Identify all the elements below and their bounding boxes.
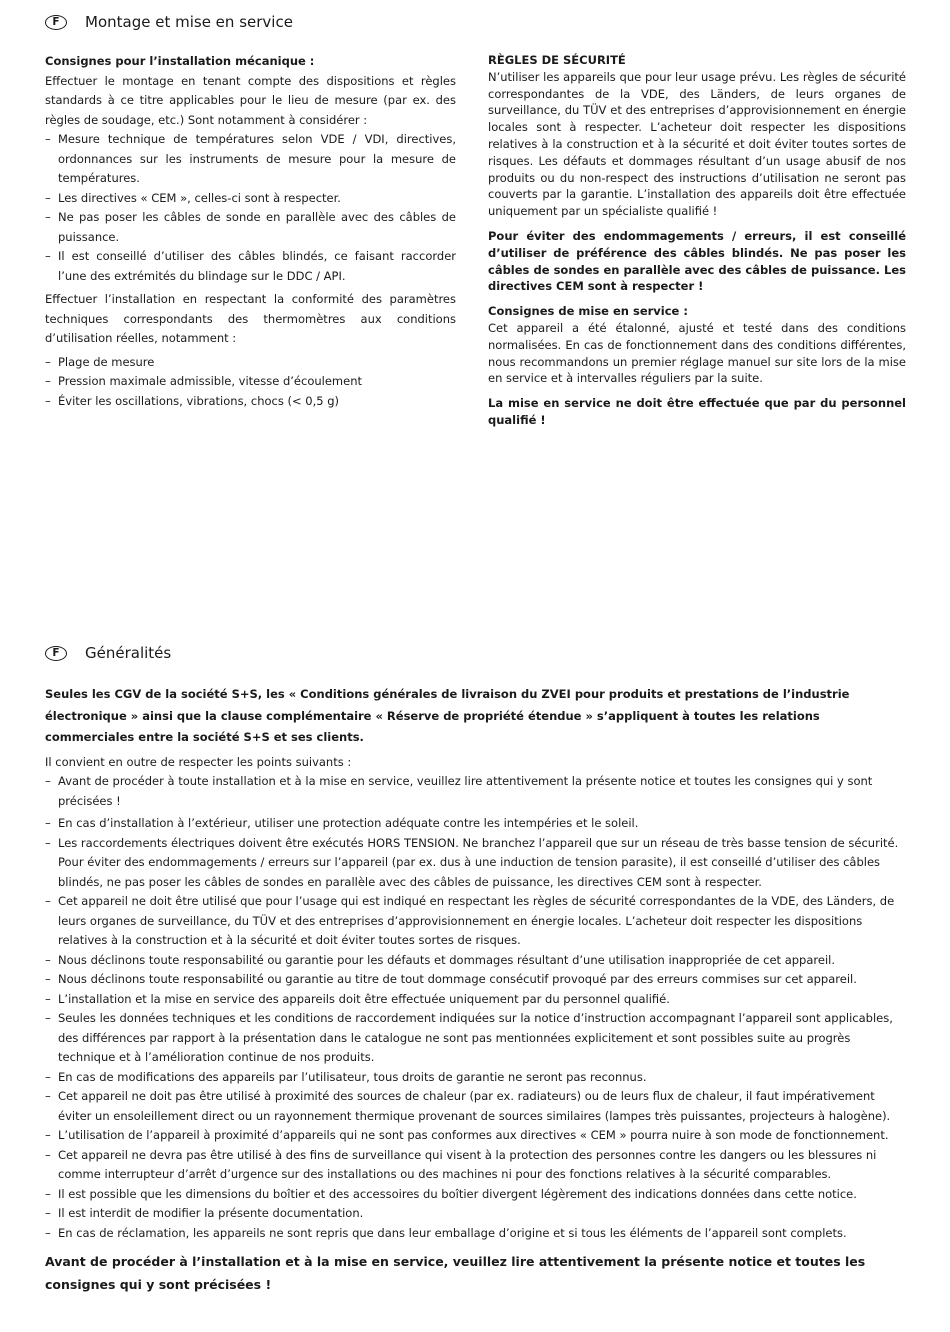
list-item: – Nous déclinons toute responsabilité ou garantie pour les défauts et dommages résultant d’une utilisation inappropriée de cet appareil.: [45, 951, 907, 971]
installation-heading: Consignes pour l’installation mécanique :: [45, 54, 315, 68]
commissioning-heading: Consignes de mise en service :: [488, 304, 688, 319]
list-item: – Seules les données techniques et les conditions de raccordement indiquées sur la notice d’instruction accompagnant l’appareil sont applicables, des différences par rapport à la présentation dans le catalogue ne sont pas mentionnées explicitement et sont possibles suite au progrès technique et à l’amélioration continue de nos produits.: [45, 1009, 907, 1068]
parameter-list: [45, 353, 456, 412]
section-generalites-header: [45, 644, 171, 662]
list-item: – Les raccordements électriques doivent être exécutés HORS TENSION. Ne branchez l’appareil que sur un réseau de très basse tension de sécurité. Pour éviter des endommagements / erreurs sur l’appareil (par ex. dus à une induction de tension parasite), il est conseillé d’utiliser des câbles blindés, ne pas poser les câbles de sondes en parallèle avec des câbles de puissance, les directives CEM sont à respecter.: [45, 834, 907, 893]
installation-para2: Effectuer l’installation en respectant la conformité des paramètres techniques correspondants des thermomètres aux conditions d’utilisation réelles, notamment :: [45, 292, 456, 345]
safety-para: N’utiliser les appareils que pour leur usage prévu. Les règles de sécurité correspondantes de la VDE, des Länders, de leurs organes de surveillance, du TÜV et des entreprises d’approvisionnement en énergie locales sont à respecter. L’acheteur doit respecter les dispositions relatives à la construction et à la sécurité et doit éviter toutes sortes de risques. Les défauts et dommages résultant d’un usage abusif de nos produits ou du non-respect des instructions d’utilisation ne seront pas couverts par la garantie. L’installation des appareils doit être effectuée uniquement par un spécialiste qualifié !: [488, 69, 906, 219]
list-item: – Cet appareil ne doit pas être utilisé à proximité des sources de chaleur (par ex. radiateurs) ou de leurs flux de chaleur, il faut impérativement éviter un ensoleillement direct ou un rayonnement thermique provenant de sources similaires (lampes très puissantes, projecteurs à halogène).: [45, 1087, 907, 1126]
list-item: – Pression maximale admissible, vitesse d’écoulement: [45, 372, 456, 392]
safety-column: [488, 52, 906, 429]
generalites-list: [45, 772, 907, 1243]
generalites-intro: Il convient en outre de respecter les points suivants :: [45, 754, 352, 769]
final-notice: Avant de procéder à l’installation et à la mise en service, veuillez lire attentivement la présente notice et toutes les consignes qui y sont précisées !: [45, 1254, 866, 1292]
list-item: – Cet appareil ne devra pas être utilisé à des fins de surveillance qui visent à la protection des personnes contre les dangers ou les blessures ni comme interrupteur d’arrêt d’urgence sur des installations ou des machines ni pour des fonctions relatives à la sécurité comparables.: [45, 1146, 907, 1185]
language-badge: F: [45, 646, 67, 661]
list-item: – Plage de mesure: [45, 353, 456, 373]
section-montage-header: [45, 13, 293, 31]
list-item: – Ne pas poser les câbles de sonde en parallèle avec des câbles de puissance.: [45, 208, 456, 247]
commissioning-warning: La mise en service ne doit être effectuée que par du personnel qualifié !: [488, 396, 906, 427]
list-item: – En cas d’installation à l’extérieur, utiliser une protection adéquate contre les intempéries et le soleil.: [45, 814, 907, 834]
list-item: – Les directives « CEM », celles-ci sont à respecter.: [45, 189, 456, 209]
installation-list: [45, 130, 456, 286]
list-item: – Il est possible que les dimensions du boîtier et des accessoires du boîtier divergent légèrement des indications données dans cette notice.: [45, 1185, 907, 1205]
language-badge: F: [45, 15, 67, 30]
section-title: Généralités: [85, 644, 172, 662]
list-item: – Mesure technique de températures selon VDE / VDI, directives, ordonnances sur les instruments de mesure pour la mesure de températures.: [45, 130, 456, 189]
list-item: – Éviter les oscillations, vibrations, chocs (< 0,5 g): [45, 392, 456, 412]
installation-intro: Effectuer le montage en tenant compte des dispositions et règles standards à ce titre applicables pour le lieu de mesure (par ex. des règles de soudage, etc.) Sont notamment à considérer :: [45, 73, 456, 127]
safety-heading: RÈGLES DE SÉCURITÉ: [488, 53, 626, 67]
list-item: – L’installation et la mise en service des appareils doit être effectuée uniquement par du personnel qualifié.: [45, 990, 907, 1010]
list-item: – En cas de modifications des appareils par l’utilisateur, tous droits de garantie ne seront pas reconnus.: [45, 1068, 907, 1088]
generalites-body: [45, 684, 907, 1296]
list-item: – En cas de réclamation, les appareils ne sont repris que dans leur emballage d’origine et si tous les éléments de l’appareil sont complets.: [45, 1224, 907, 1244]
list-item: – Il est interdit de modifier la présente documentation.: [45, 1204, 907, 1224]
list-item: – Nous déclinons toute responsabilité ou garantie au titre de tout dommage consécutif provoqué par des erreurs commises sur cet appareil.: [45, 970, 907, 990]
terms-notice: Seules les CGV de la société S+S, les « Conditions générales de livraison du ZVEI pour produits et prestations de l’industrie électronique » ainsi que la clause complémentaire « Réserve de propriété étendue » s’appliquent à toutes les relations commerciales entre la société S+S et ses clients.: [45, 687, 850, 744]
safety-warning: Pour éviter des endommagements / erreurs, il est conseillé d’utiliser de préférence des câbles blindés. Ne pas poser les câbles de sondes en parallèle avec des câbles de puissance. Les directives CEM sont à respecter !: [488, 228, 906, 294]
list-item: – Cet appareil ne doit être utilisé que pour l’usage qui est indiqué en respectant les règles de sécurité correspondantes de la VDE, des Länders, de leurs organes de surveillance, du TÜV et des entreprises d’approvisionnement en énergie locales. L’acheteur doit respecter les dispositions relatives à la construction et à la sécurité et doit éviter toutes sortes de risques.: [45, 892, 907, 951]
list-item: – L’utilisation de l’appareil à proximité d’appareils qui ne sont pas conformes aux directives « CEM » pourra nuire à son mode de fonctionnement.: [45, 1126, 907, 1146]
list-item: – Il est conseillé d’utiliser des câbles blindés, ce faisant raccorder l’une des extrémités du blindage sur le DDC / API.: [45, 247, 456, 286]
installation-column: [45, 52, 456, 411]
commissioning-para: Cet appareil a été étalonné, ajusté et testé dans des conditions normalisées. En cas de fonctionnement dans des conditions différentes, nous recommandons un premier réglage manuel sur site lors de la mise en service et à intervalles réguliers par la suite.: [488, 320, 906, 386]
list-item: – Avant de procéder à toute installation et à la mise en service, veuillez lire attentivement la présente notice et toutes les consignes qui y sont précisées !: [45, 772, 907, 811]
section-title: Montage et mise en service: [85, 13, 293, 31]
